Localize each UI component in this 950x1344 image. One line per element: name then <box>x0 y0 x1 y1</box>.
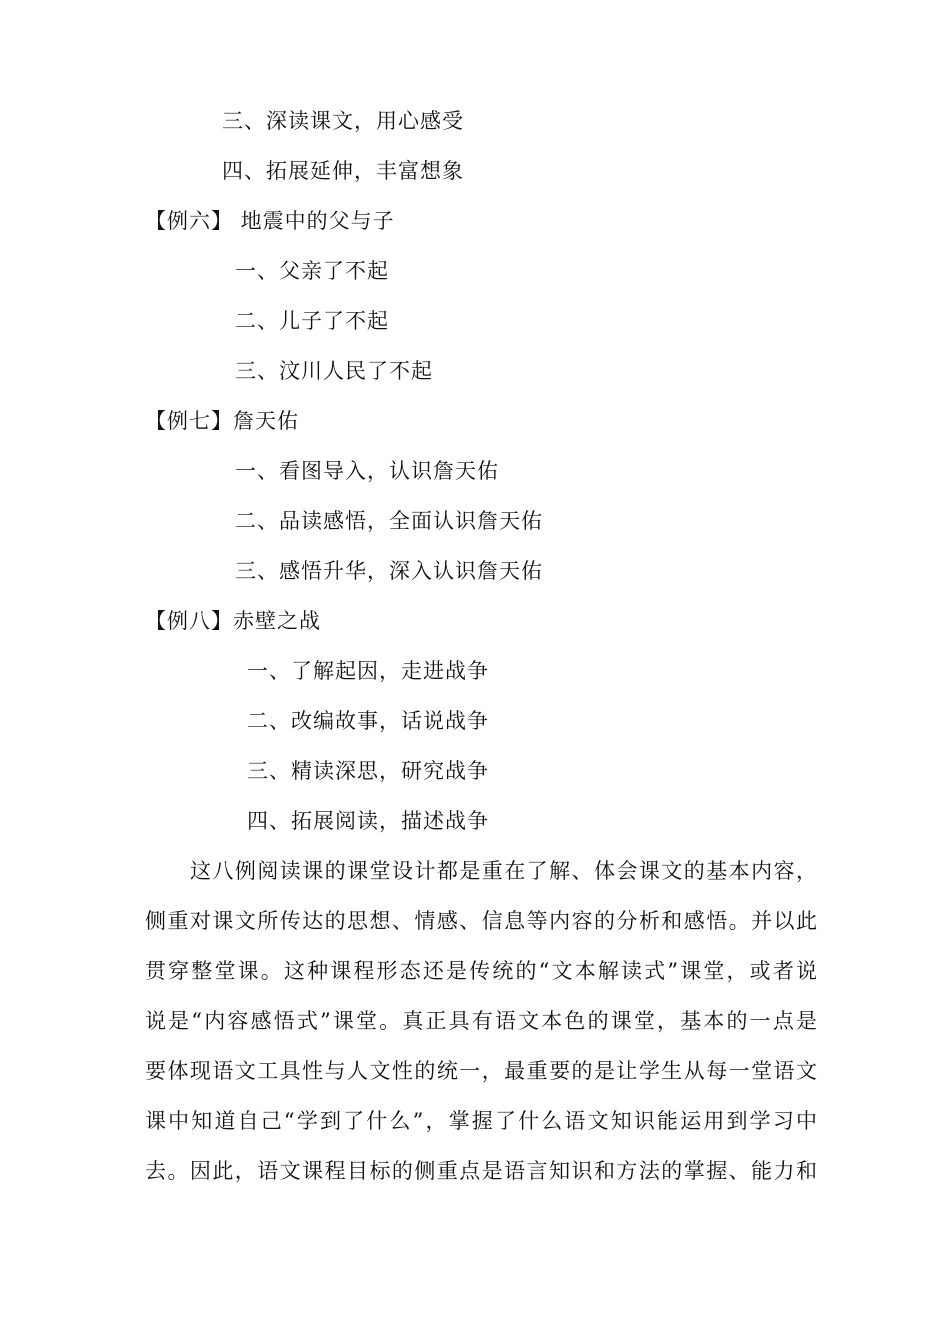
outline-item: 二、改编故事，话说战争 <box>247 709 489 733</box>
paragraph-line: 这八例阅读课的课堂设计都是重在了解、体会课文的基本内容， <box>190 859 817 883</box>
paragraph-line: 贯穿整堂课。这种课程形态还是传统的“文本解读式”课堂，或者说 <box>145 959 817 983</box>
outline-item: 三、感悟升华，深入认识詹天佑 <box>235 559 543 583</box>
outline-item: 二、儿子了不起 <box>235 309 389 333</box>
paragraph-line: 去。因此，语文课程目标的侧重点是语言知识和方法的掌握、能力和 <box>145 1159 817 1183</box>
outline-item: 二、品读感悟，全面认识詹天佑 <box>235 509 543 533</box>
outline-item: 一、看图导入，认识詹天佑 <box>235 459 499 483</box>
paragraph-line: 说是“内容感悟式”课堂。真正具有语文本色的课堂，基本的一点是 <box>145 1009 817 1033</box>
outline-item: 三、汶川人民了不起 <box>235 359 433 383</box>
example-heading: 【例七】詹天佑 <box>145 409 299 433</box>
paragraph-line: 侧重对课文所传达的思想、情感、信息等内容的分析和感悟。并以此 <box>145 909 817 933</box>
outline-item: 四、拓展阅读，描述战争 <box>247 809 489 833</box>
paragraph-line: 课中知道自己“学到了什么”，掌握了什么语文知识能运用到学习中 <box>145 1109 817 1133</box>
outline-item: 一、了解起因，走进战争 <box>247 659 489 683</box>
outline-item: 四、拓展延伸，丰富想象 <box>222 159 464 183</box>
outline-item: 一、父亲了不起 <box>235 259 389 283</box>
outline-item: 三、深读课文，用心感受 <box>222 109 464 133</box>
outline-item: 三、精读深思，研究战争 <box>247 759 489 783</box>
example-heading: 【例八】赤壁之战 <box>145 609 321 633</box>
paragraph-line: 要体现语文工具性与人文性的统一，最重要的是让学生从每一堂语文 <box>145 1059 817 1083</box>
example-heading: 【例六】 地震中的父与子 <box>145 209 395 233</box>
